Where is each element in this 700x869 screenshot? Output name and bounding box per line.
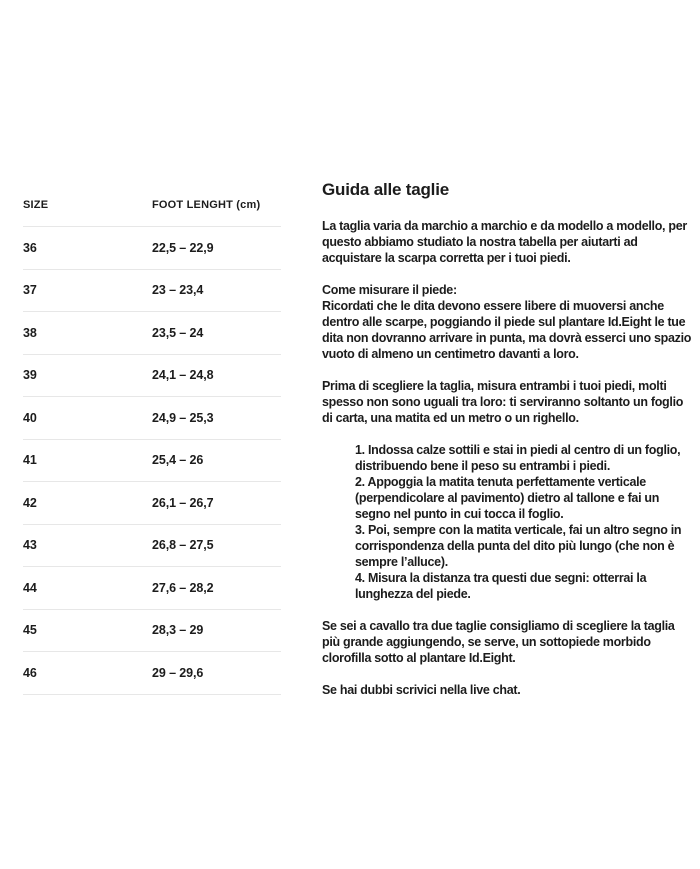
how-to-measure-body: Ricordati che le dita devono essere libere di muoversi anche dentro alle scarpe, poggiando il piede sul plantare Id.Eight le tue dita non dovranno arrivare in punta, ma dovrà esserci uno spazio vuoto di almeno un centimetro davanti a loro. [322,299,692,361]
table-row [23,482,281,525]
measurement-steps-list [322,442,692,602]
foot-length-cell: 28,3 – 29 [152,623,204,638]
list-item: 4. Misura la distanza tra questi due segni: otterrai la lunghezza del piede. [355,571,647,601]
how-to-measure-heading: Come misurare il piede: [322,283,457,297]
page-title: Guida alle taglie [322,180,449,199]
foot-length-cell: 22,5 – 22,9 [152,240,214,255]
size-cell: 46 [23,665,37,680]
foot-length-cell: 26,1 – 26,7 [152,495,214,510]
size-cell: 45 [23,623,37,638]
how-to-measure-paragraph [322,282,692,362]
foot-length-cell: 23 – 23,4 [152,283,204,298]
size-column-header: SIZE [23,199,49,211]
list-item: 3. Poi, sempre con la matita verticale, fai un altro segno in corrispondenza della punta del dito più lungo (che non è sempre l’alluce). [355,523,682,569]
size-table [23,184,281,695]
size-cell: 37 [23,283,37,298]
size-cell: 36 [23,240,37,255]
list-item: 1. Indossa calze sottili e stai in piedi al centro di un foglio, distribuendo bene il peso su entrambi i piedi. [355,443,681,473]
size-cell: 40 [23,410,37,425]
table-row [23,270,281,313]
size-cell: 39 [23,368,37,383]
table-row [23,652,281,695]
size-cell: 44 [23,580,37,595]
live-chat-paragraph: Se hai dubbi scrivici nella live chat. [322,683,521,697]
foot-length-column-header: FOOT LENGHT (cm) [152,199,261,211]
size-table-header-row [23,184,281,227]
foot-length-cell: 27,6 – 28,2 [152,580,214,595]
between-sizes-paragraph: Se sei a cavallo tra due taglie consigliamo di scegliere la taglia più grande aggiungendo, se serve, un sottopiede morbido clorofilla sotto al plantare Id.Eight. [322,619,675,665]
table-row [23,440,281,483]
table-row [23,355,281,398]
before-choosing-paragraph: Prima di scegliere la taglia, misura entrambi i tuoi piedi, molti spesso non sono uguali tra loro: ti serviranno soltanto un foglio di carta, una matita ed un metro o un righello. [322,379,684,425]
size-cell: 38 [23,325,37,340]
foot-length-cell: 24,9 – 25,3 [152,410,214,425]
table-row [23,227,281,270]
table-row [23,397,281,440]
size-cell: 41 [23,453,37,468]
table-row [23,610,281,653]
foot-length-cell: 24,1 – 24,8 [152,368,214,383]
foot-length-cell: 23,5 – 24 [152,325,204,340]
intro-paragraph: La taglia varia da marchio a marchio e da modello a modello, per questo abbiamo studiato la nostra tabella per aiutarti ad acquistare la scarpa corretta per i tuoi piedi. [322,219,687,265]
foot-length-cell: 26,8 – 27,5 [152,538,214,553]
list-item: 2. Appoggia la matita tenuta perfettamente verticale (perpendicolare al pavimento) dietro al tallone e fai un segno nel punto in cui tocca il foglio. [355,475,660,521]
table-row [23,525,281,568]
table-row [23,567,281,610]
size-guide-text [322,180,692,698]
foot-length-cell: 29 – 29,6 [152,665,204,680]
size-cell: 43 [23,538,37,553]
foot-length-cell: 25,4 – 26 [152,453,204,468]
size-cell: 42 [23,495,37,510]
table-row [23,312,281,355]
